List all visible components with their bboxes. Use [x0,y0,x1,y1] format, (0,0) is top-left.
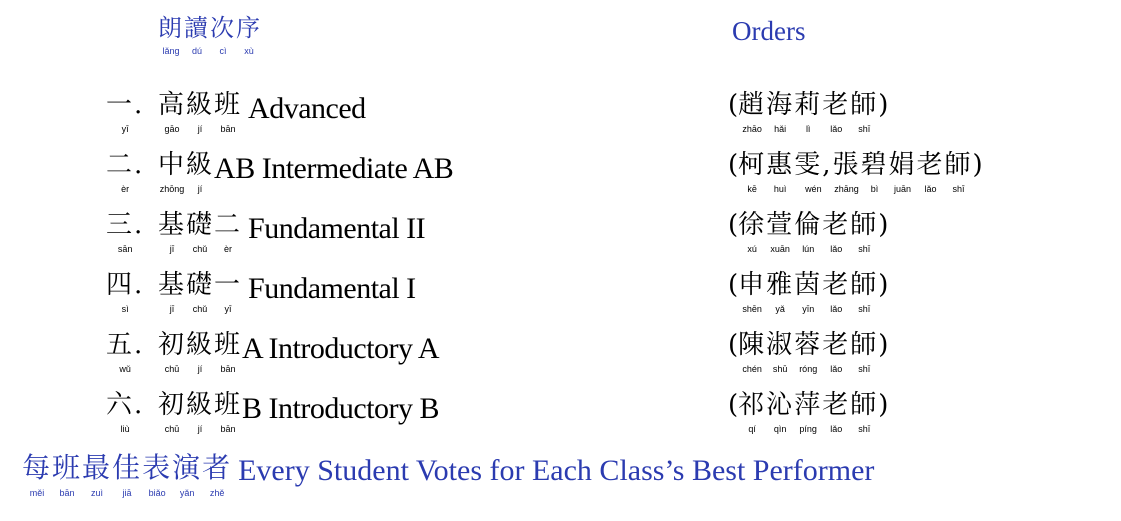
hanzi-char: 淑 [766,330,795,360]
class-english-name: A Introductory A [242,332,440,365]
hanzi-char: 師 [850,90,879,120]
pinyin-label: lǎo [830,364,843,374]
parenthesis: ( [728,390,739,420]
ruby-char [766,92,794,134]
ruby-char [822,392,850,434]
ruby-char [766,272,794,314]
hanzi-char: 祁 [738,390,767,420]
hanzi-char: 五. [106,330,145,360]
hanzi-char: 朗 [158,14,184,42]
ruby-char [106,392,144,434]
parenthesis: ) [878,330,889,360]
pinyin-label: lǎo [830,244,843,254]
footer-best-performer [22,451,875,498]
class-english-name: AB Intermediate AB [214,152,454,185]
hanzi-char: 蓉 [794,330,823,360]
hanzi-char: 雯, [794,150,833,180]
parenthesis: ( [728,330,739,360]
pinyin-label: shī [858,424,871,434]
teacher-name [728,212,888,254]
pinyin-label: yī [224,304,232,314]
ruby-char [214,212,242,254]
hanzi-char: 高 [158,90,187,120]
teacher-name [728,392,888,434]
ruby-char [822,92,850,134]
ruby-char [738,92,766,134]
ruby-char [850,272,878,314]
hanzi-char: 萍 [794,390,823,420]
hanzi-char: 師 [850,390,879,420]
ruby-char [766,392,794,434]
parenthesis: ( [728,90,739,120]
pinyin-label: bān [220,364,236,374]
pinyin-label: lǎo [830,124,843,134]
pinyin-label: zuì [91,488,104,498]
pinyin-label: yǎn [179,488,195,498]
ruby-char [210,16,236,56]
pinyin-label: róng [799,364,818,374]
ruby-char [106,92,144,134]
class-english-name: Fundamental II [248,212,426,245]
pinyin-label: shī [858,244,871,254]
pinyin-label: qí [748,424,756,434]
hanzi-char: 六. [106,390,145,420]
pinyin-label: jí [197,424,203,434]
pinyin-label: kē [747,184,757,194]
hanzi-char: 二. [106,150,145,180]
pinyin-label: jí [197,364,203,374]
ruby-char [186,272,214,314]
teacher-name [728,92,888,134]
ruby-char [106,152,144,194]
class-name [158,272,416,314]
pinyin-label: shī [858,304,871,314]
pinyin-label: chǔ [192,304,208,314]
ruby-char [186,392,214,434]
ruby-char [186,92,214,134]
ruby-char [822,272,850,314]
ruby-char [186,332,214,374]
ruby-char [832,152,860,194]
ruby-char [822,212,850,254]
ruby-char [158,332,186,374]
pinyin-label: lǎo [924,184,937,194]
ruby-char [106,272,144,314]
class-name [158,152,453,194]
pinyin-label: cì [219,46,227,56]
hanzi-char: 老 [822,270,851,300]
hanzi-char: 師 [944,150,973,180]
pinyin-label: qìn [773,424,787,434]
hanzi-char: 讀 [184,14,210,42]
ruby-char [738,332,766,374]
pinyin-label: bān [220,424,236,434]
pinyin-label: jiā [122,488,132,498]
parenthesis: ( [728,270,739,300]
pinyin-label: èr [224,244,233,254]
pinyin-label: shī [858,124,871,134]
ruby-char [158,212,186,254]
row-number [106,152,144,194]
teacher-name [728,272,888,314]
pinyin-label: xuān [770,244,790,254]
pinyin-label: lì [805,124,811,134]
hanzi-char: 每 [22,451,53,484]
pinyin-label: shī [952,184,965,194]
hanzi-char: 中 [158,150,187,180]
hanzi-char: 次 [210,14,236,42]
ruby-char [794,272,822,314]
hanzi-char: 徐 [738,210,767,240]
hanzi-char: 惠 [766,150,795,180]
hanzi-char: 老 [822,90,851,120]
pinyin-label: wén [805,184,822,194]
pinyin-label: xú [747,244,757,254]
hanzi-char: 老 [822,330,851,360]
parenthesis: ) [878,390,889,420]
row-number [106,212,144,254]
hanzi-char: 序 [236,14,262,42]
pinyin-label: zhě [209,488,225,498]
hanzi-char: 碧 [860,150,889,180]
ruby-char [142,451,173,498]
ruby-char [186,212,214,254]
ruby-char [794,152,832,194]
pinyin-label: jí [197,184,203,194]
pinyin-label: gāo [164,124,180,134]
teacher-name [728,332,888,374]
pinyin-label: bān [59,488,75,498]
hanzi-char: 趙 [738,90,767,120]
ruby-char [158,152,186,194]
pinyin-label: juān [893,184,911,194]
ruby-char [888,152,916,194]
hanzi-char: 茵 [794,270,823,300]
teacher-name [728,152,983,194]
pinyin-label: lǎo [830,304,843,314]
hanzi-char: 級 [186,330,215,360]
ruby-char [794,92,822,134]
ruby-char [850,332,878,374]
hanzi-char: 倫 [794,210,823,240]
pinyin-label: chǔ [192,244,208,254]
ruby-char [106,212,144,254]
class-english-name: Advanced [248,92,366,125]
hanzi-char: 沁 [766,390,795,420]
pinyin-label: yī [121,124,129,134]
pinyin-label: hǎi [774,124,787,134]
row-number [106,272,144,314]
pinyin-label: jī [169,304,175,314]
hanzi-char: 老 [822,210,851,240]
hanzi-char: 三. [106,210,145,240]
hanzi-char: 二 [214,210,243,240]
pinyin-label: lún [802,244,815,254]
ruby-char [214,92,242,134]
ruby-char [738,272,766,314]
ruby-char [766,152,794,194]
hanzi-char: 班 [52,451,83,484]
ruby-char [158,272,186,314]
hanzi-char: 一. [106,90,145,120]
ruby-char [236,16,262,56]
ruby-char [794,392,822,434]
ruby-char [766,332,794,374]
hanzi-char: 表 [142,451,173,484]
ruby-char [82,451,113,498]
pinyin-label: chū [164,424,180,434]
hanzi-char: 海 [766,90,795,120]
pinyin-label: lǎng [162,46,180,56]
parenthesis: ) [972,150,983,180]
ruby-char [214,272,242,314]
pinyin-label: lǎo [830,424,843,434]
ruby-char [184,16,210,56]
pinyin-label: shū [772,364,788,374]
ruby-char [112,451,143,498]
pinyin-label: jī [169,244,175,254]
pinyin-label: xù [244,46,254,56]
hanzi-char: 娟 [888,150,917,180]
class-english-name: B Introductory B [242,392,440,425]
hanzi-char: 張 [832,150,861,180]
pinyin-label: sān [117,244,133,254]
hanzi-char: 陳 [738,330,767,360]
pinyin-label: zhāng [834,184,859,194]
parenthesis: ( [728,150,739,180]
hanzi-char: 申 [738,270,767,300]
hanzi-char: 者 [202,451,233,484]
pinyin-label: jí [197,124,203,134]
parenthesis: ) [878,270,889,300]
ruby-char [158,392,186,434]
ruby-char [52,451,83,498]
ruby-char [850,392,878,434]
hanzi-char: 演 [172,451,203,484]
hanzi-char: 基 [158,210,187,240]
ruby-char [794,332,822,374]
pinyin-label: shēn [742,304,762,314]
ruby-char [738,152,766,194]
ruby-char [794,212,822,254]
pinyin-label: zhāo [742,124,762,134]
pinyin-label: chū [164,364,180,374]
pinyin-label: liù [120,424,130,434]
hanzi-char: 級 [186,90,215,120]
pinyin-label: shī [858,364,871,374]
ruby-char [214,332,242,374]
ruby-char [766,212,794,254]
hanzi-char: 老 [916,150,945,180]
hanzi-char: 老 [822,390,851,420]
ruby-char [822,332,850,374]
footer-english-text: Every Student Votes for Each Class’s Best Performer [238,454,875,487]
hanzi-char: 礎 [186,210,215,240]
row-number [106,92,144,134]
class-english-name: Fundamental I [248,272,416,305]
ruby-char [158,92,186,134]
hanzi-char: 莉 [794,90,823,120]
ruby-char [738,392,766,434]
ruby-char [738,212,766,254]
hanzi-char: 班 [214,390,243,420]
pinyin-label: èr [121,184,130,194]
pinyin-label: zhōng [159,184,185,194]
hanzi-char: 師 [850,210,879,240]
class-name [158,332,439,374]
ruby-char [158,16,184,56]
pinyin-label: sì [121,304,129,314]
ruby-char [22,451,53,498]
hanzi-char: 基 [158,270,187,300]
hanzi-char: 級 [186,150,215,180]
pinyin-label: měi [29,488,45,498]
hanzi-char: 柯 [738,150,767,180]
pinyin-label: biǎo [148,488,166,498]
ruby-char [850,212,878,254]
hanzi-char: 四. [106,270,145,300]
row-number [106,392,144,434]
ruby-char [186,152,214,194]
hanzi-char: 師 [850,330,879,360]
ruby-char [172,451,203,498]
header-english-title: Orders [732,16,806,46]
pinyin-label: yīn [802,304,815,314]
parenthesis: ( [728,210,739,240]
hanzi-char: 班 [214,330,243,360]
ruby-char [917,152,945,194]
hanzi-char: 佳 [112,451,143,484]
parenthesis: ) [878,210,889,240]
ruby-char [214,392,242,434]
hanzi-char: 師 [850,270,879,300]
header-chinese-title [158,16,262,56]
hanzi-char: 初 [158,330,187,360]
class-name [158,392,439,434]
pinyin-label: dú [191,46,202,56]
hanzi-char: 雅 [766,270,795,300]
pinyin-label: bì [870,184,879,194]
pinyin-label: píng [799,424,817,434]
hanzi-char: 級 [186,390,215,420]
pinyin-label: chén [742,364,762,374]
ruby-char [202,451,233,498]
hanzi-char: 萱 [766,210,795,240]
hanzi-char: 一 [214,270,243,300]
parenthesis: ) [878,90,889,120]
pinyin-label: wǔ [119,364,131,374]
pinyin-label: huì [773,184,787,194]
hanzi-char: 最 [82,451,113,484]
ruby-char [945,152,973,194]
hanzi-char: 初 [158,390,187,420]
hanzi-char: 班 [214,90,243,120]
ruby-char [106,332,144,374]
ruby-char [860,152,888,194]
hanzi-char: 礎 [186,270,215,300]
pinyin-label: yǎ [775,304,785,314]
ruby-char [850,92,878,134]
class-name [158,92,366,134]
pinyin-label: bān [220,124,236,134]
row-number [106,332,144,374]
class-name [158,212,425,254]
